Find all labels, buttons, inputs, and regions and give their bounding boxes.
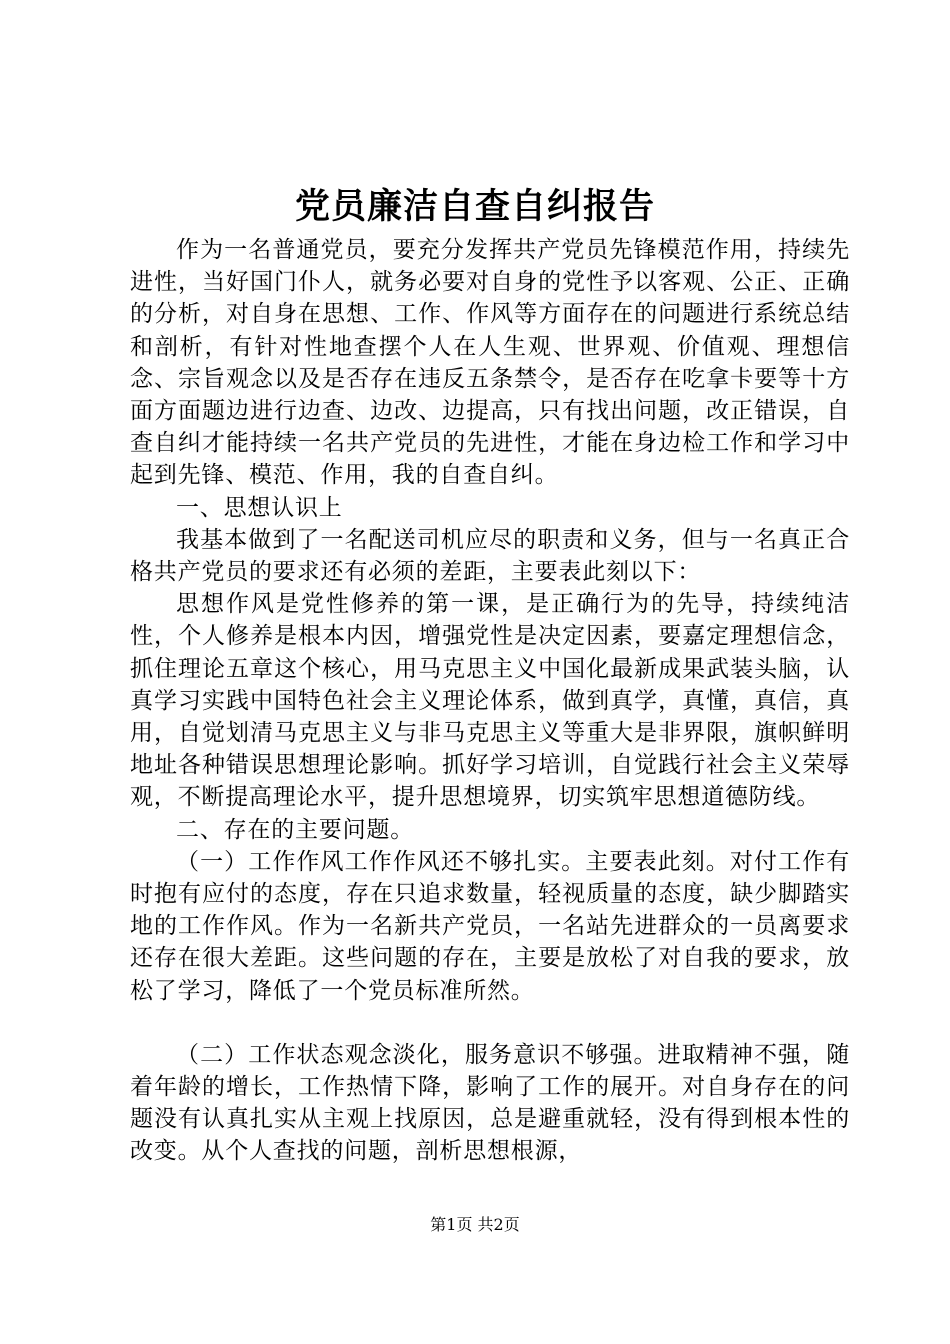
document-title: 党员廉洁自查自纠报告 (294, 186, 655, 227)
paragraph-issue-2: （二）工作状态观念淡化，服务意识不够强。进取精神不强，随着年龄的增长，工作热情下降，影响了工作的展开。对自身存在的问题没有认真扎实从主观上找原因，总是避重就轻，没有得到根本性的改变。从个人查找的问题，剖析思想根源， (130, 1041, 850, 1165)
section-heading-2: 二、存在的主要问题。 (176, 816, 414, 843)
section-heading-1: 一、思想认识上 (176, 494, 343, 521)
paragraph-issue-1: （一）工作作风工作作风还不够扎实。主要表此刻。对付工作有时抱有应付的态度，存在只追求数量，轻视质量的态度，缺少脚踏实地的工作作风。作为一名新共产党员，一名站先进群众的一员离要求还存在很大差距。这些问题的存在，主要是放松了对自我的要求，放松了学习，降低了一个党员标准所然。 (130, 848, 850, 1004)
document-body (130, 234, 850, 1168)
page-number-footer: 第1页 共2页 (430, 1215, 520, 1234)
paragraph-thought: 思想作风是党性修养的第一课，是正确行为的先导，持续纯洁性，个人修养是根本内因，增强党性是决定因素，要嘉定理想信念，抓住理论五章这个核心，用马克思主义中国化最新成果武装头脑，认真学习实践中国特色社会主义理论体系，做到真学，真懂，真信，真用，自觉划清马克思主义与非马克思主义等重大是非界限，旗帜鲜明地址各种错误思想理论影响。抓好学习培训，自觉践行社会主义荣辱观，不断提高理论水平，提升思想境界，切实筑牢思想道德防线。 (130, 591, 850, 811)
paragraph-intro: 作为一名普通党员，要充分发挥共产党员先锋模范作用，持续先进性，当好国门仆人，就务必要对自身的党性予以客观、公正、正确的分析，对自身在思想、工作、作风等方面存在的问题进行系统总结和剖析，有针对性地查摆个人在人生观、世界观、价值观、理想信念、宗旨观念以及是否存在违反五条禁令，是否存在吃拿卡要等十方面方面题边进行边查、边改、边提高，只有找出问题，改正错误，自查自纠才能持续一名共产党员的先进性，才能在身边检工作和学习中起到先锋、模范、作用，我的自查自纠。 (130, 237, 850, 489)
paragraph-duty: 我基本做到了一名配送司机应尽的职责和义务，但与一名真正合格共产党员的要求还有必须的差距，主要表此刻以下： (130, 526, 850, 586)
